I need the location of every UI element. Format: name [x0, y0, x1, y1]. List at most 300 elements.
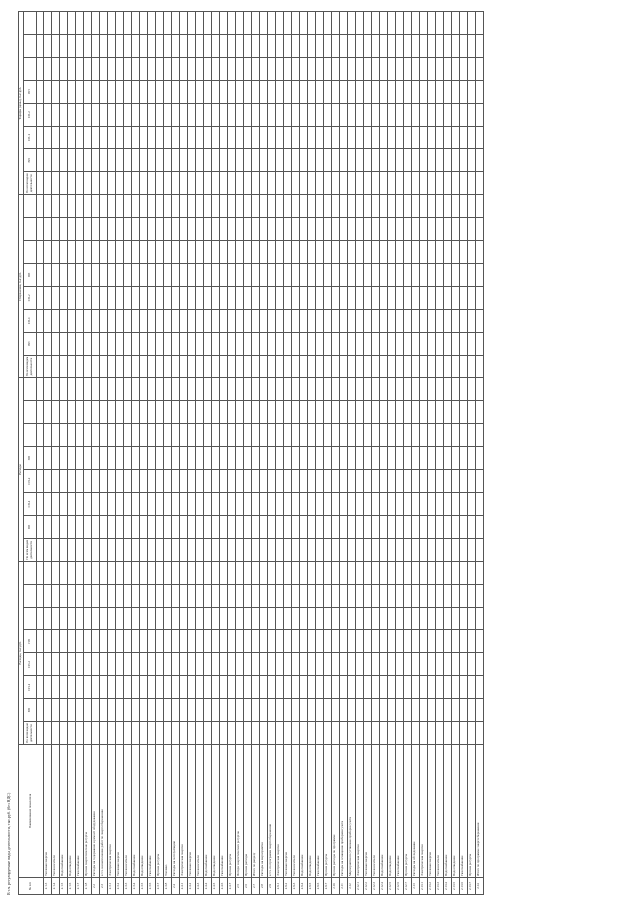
data-cell: [443, 332, 451, 355]
data-cell: [379, 630, 387, 653]
data-cell: [435, 561, 443, 584]
data-cell: [355, 424, 363, 447]
data-cell: [347, 57, 355, 80]
data-cell: [59, 378, 67, 401]
table-row: [283, 12, 291, 895]
data-cell: [163, 218, 171, 241]
data-cell: [435, 241, 443, 264]
data-cell: [243, 80, 251, 103]
data-cell: [203, 470, 211, 493]
data-cell: [75, 584, 83, 607]
data-cell: [227, 57, 235, 80]
data-cell: [171, 493, 179, 516]
data-cell: [419, 653, 427, 676]
data-cell: [427, 218, 435, 241]
data-cell: [235, 309, 243, 332]
data-cell: [323, 103, 331, 126]
data-cell: [267, 57, 275, 80]
data-cell: [315, 126, 323, 149]
data-cell: [403, 286, 411, 309]
data-cell: [307, 149, 315, 172]
header-sub: СН-1: [23, 126, 36, 149]
data-cell: [219, 309, 227, 332]
data-cell: [243, 607, 251, 630]
data-cell: [243, 126, 251, 149]
data-cell: [99, 57, 107, 80]
data-cell: [387, 355, 395, 378]
table-row: [91, 12, 99, 895]
row-number: 2.9.3: [291, 878, 299, 895]
data-cell: [339, 401, 347, 424]
data-cell: [67, 34, 75, 57]
data-cell: [315, 103, 323, 126]
data-cell: [203, 699, 211, 722]
data-cell: [267, 493, 275, 516]
data-cell: [427, 172, 435, 195]
data-cell: [315, 722, 323, 745]
row-number: 2.12: [347, 878, 355, 895]
data-cell: [203, 355, 211, 378]
data-cell: [75, 172, 83, 195]
data-cell: [67, 332, 75, 355]
data-cell: [163, 424, 171, 447]
data-cell: [59, 355, 67, 378]
data-cell: [387, 470, 395, 493]
data-cell: [387, 218, 395, 241]
data-cell: [259, 378, 267, 401]
data-cell: [163, 332, 171, 355]
data-cell: [51, 34, 59, 57]
data-cell: [395, 378, 403, 401]
data-cell: [187, 470, 195, 493]
data-cell: [275, 12, 283, 35]
table-row: [187, 12, 195, 895]
data-cell: [371, 447, 379, 470]
data-cell: [403, 103, 411, 126]
data-cell: [275, 286, 283, 309]
data-cell: [59, 218, 67, 241]
data-cell: [323, 149, 331, 172]
row-number: 2.1.7: [75, 878, 83, 895]
row-number: 2.10: [331, 878, 339, 895]
data-cell: [283, 286, 291, 309]
data-cell: [243, 424, 251, 447]
row-label: Топливо: [163, 745, 171, 878]
table-row: [339, 12, 347, 895]
data-cell: [243, 286, 251, 309]
row-label: Водоотведение: [139, 745, 147, 878]
data-cell: [195, 355, 203, 378]
data-cell: [283, 470, 291, 493]
data-cell: [331, 241, 339, 264]
data-cell: [467, 493, 475, 516]
data-cell: [411, 34, 419, 57]
data-cell: [451, 195, 459, 218]
data-cell: [211, 607, 219, 630]
data-cell: [259, 470, 267, 493]
data-cell: [475, 332, 483, 355]
data-cell: [107, 607, 115, 630]
data-cell: [99, 447, 107, 470]
data-cell: [403, 561, 411, 584]
data-cell: [163, 378, 171, 401]
data-cell: [67, 309, 75, 332]
data-cell: [187, 309, 195, 332]
data-cell: [259, 332, 267, 355]
data-cell: [227, 378, 235, 401]
data-cell: [187, 447, 195, 470]
data-cell: [347, 722, 355, 745]
data-cell: [331, 195, 339, 218]
data-cell: [371, 80, 379, 103]
data-cell: [203, 218, 211, 241]
data-cell: [115, 401, 123, 424]
data-cell: [363, 57, 371, 80]
data-cell: [379, 80, 387, 103]
data-cell: [259, 241, 267, 264]
data-cell: [355, 126, 363, 149]
data-cell: [187, 218, 195, 241]
data-cell: [275, 218, 283, 241]
row-number: 2.9.1: [275, 878, 283, 895]
data-cell: [387, 699, 395, 722]
data-cell: [115, 630, 123, 653]
data-cell: [275, 722, 283, 745]
data-cell: [475, 493, 483, 516]
data-cell: [211, 34, 219, 57]
data-cell: [475, 286, 483, 309]
data-cell: [91, 493, 99, 516]
data-cell: [235, 676, 243, 699]
data-cell: [155, 195, 163, 218]
data-cell: [43, 12, 51, 35]
data-cell: [371, 676, 379, 699]
data-cell: [251, 355, 259, 378]
data-cell: [251, 447, 259, 470]
data-cell: [227, 424, 235, 447]
data-cell: [147, 332, 155, 355]
data-cell: [299, 722, 307, 745]
row-label: Прочие ресурсы: [323, 745, 331, 878]
data-cell: [403, 676, 411, 699]
data-cell: [283, 57, 291, 80]
data-cell: [51, 103, 59, 126]
data-cell: [331, 561, 339, 584]
data-cell: [387, 515, 395, 538]
data-cell: [267, 699, 275, 722]
data-cell: [363, 218, 371, 241]
table-row: [227, 12, 235, 895]
data-cell: [451, 630, 459, 653]
row-label: Теплоносители: [291, 745, 299, 878]
data-cell: [435, 126, 443, 149]
data-cell: [179, 584, 187, 607]
data-cell: [155, 561, 163, 584]
data-cell: [355, 103, 363, 126]
data-cell: [203, 515, 211, 538]
data-cell: [115, 699, 123, 722]
data-cell: [299, 493, 307, 516]
data-cell: [235, 653, 243, 676]
data-cell: [179, 424, 187, 447]
data-cell: [123, 12, 131, 35]
data-cell: [435, 515, 443, 538]
data-cell: [275, 630, 283, 653]
data-cell: [283, 676, 291, 699]
data-cell: [163, 149, 171, 172]
data-cell: [395, 470, 403, 493]
report-table: [18, 11, 484, 895]
table-row: [427, 12, 435, 895]
header-sub: ВН: [23, 332, 36, 355]
data-cell: [411, 57, 419, 80]
data-cell: [339, 561, 347, 584]
data-cell: [51, 218, 59, 241]
data-cell: [355, 561, 363, 584]
header-sub: СН-2: [23, 653, 36, 676]
data-cell: [427, 722, 435, 745]
row-number: 2.12.2: [363, 878, 371, 895]
data-cell: [235, 80, 243, 103]
data-cell: [155, 653, 163, 676]
data-cell: [419, 57, 427, 80]
data-cell: [435, 584, 443, 607]
data-cell: [299, 699, 307, 722]
data-cell: [211, 103, 219, 126]
data-cell: [267, 401, 275, 424]
data-cell: [323, 401, 331, 424]
data-cell: [443, 378, 451, 401]
header-sub: НН: [23, 447, 36, 470]
data-cell: [43, 699, 51, 722]
data-cell: [267, 172, 275, 195]
data-cell: [203, 172, 211, 195]
data-cell: [195, 103, 203, 126]
data-cell: [91, 149, 99, 172]
data-cell: [347, 34, 355, 57]
data-cell: [235, 241, 243, 264]
data-cell: [91, 286, 99, 309]
data-cell: [75, 378, 83, 401]
data-cell: [107, 561, 115, 584]
data-cell: [67, 103, 75, 126]
header-sub: СН-2: [23, 470, 36, 493]
data-cell: [187, 630, 195, 653]
data-cell: [323, 676, 331, 699]
data-cell: [427, 538, 435, 561]
data-cell: [347, 676, 355, 699]
data-cell: [451, 34, 459, 57]
header-sub: СН-2: [23, 286, 36, 309]
data-cell: [203, 332, 211, 355]
data-cell: [283, 80, 291, 103]
data-cell: [187, 355, 195, 378]
data-cell: [147, 447, 155, 470]
data-cell: [83, 34, 91, 57]
data-cell: [235, 172, 243, 195]
data-cell: [251, 103, 259, 126]
data-cell: [435, 401, 443, 424]
data-cell: [419, 241, 427, 264]
data-cell: [291, 676, 299, 699]
data-cell: [147, 630, 155, 653]
data-cell: [331, 401, 339, 424]
data-cell: [419, 103, 427, 126]
data-cell: [283, 103, 291, 126]
data-cell: [323, 263, 331, 286]
data-cell: [195, 561, 203, 584]
table-caption: В т.ч. регулируемые виды деятельности, тыс.руб. (без НДС): [6, 792, 11, 895]
data-cell: [139, 126, 147, 149]
data-cell: [195, 286, 203, 309]
data-cell: [387, 676, 395, 699]
data-cell: [451, 309, 459, 332]
data-cell: [467, 34, 475, 57]
data-cell: [131, 57, 139, 80]
data-cell: [123, 515, 131, 538]
header-sub-2: [36, 286, 43, 309]
data-cell: [315, 195, 323, 218]
table-row: [467, 12, 475, 895]
data-cell: [155, 630, 163, 653]
data-cell: [459, 653, 467, 676]
data-cell: [163, 722, 171, 745]
data-cell: [443, 286, 451, 309]
data-cell: [275, 172, 283, 195]
data-cell: [75, 493, 83, 516]
data-cell: [171, 424, 179, 447]
data-cell: [475, 699, 483, 722]
data-cell: [171, 653, 179, 676]
data-cell: [211, 722, 219, 745]
data-cell: [75, 103, 83, 126]
data-cell: [67, 57, 75, 80]
data-cell: [115, 470, 123, 493]
data-cell: [291, 57, 299, 80]
data-cell: [259, 34, 267, 57]
data-cell: [379, 172, 387, 195]
data-cell: [323, 515, 331, 538]
data-cell: [187, 103, 195, 126]
data-cell: [123, 401, 131, 424]
data-cell: [275, 195, 283, 218]
data-cell: [475, 57, 483, 80]
header-sub: СН-1: [23, 676, 36, 699]
header-sub-2: [36, 172, 43, 195]
data-cell: [147, 218, 155, 241]
data-cell: [363, 447, 371, 470]
table-row: [459, 12, 467, 895]
data-cell: [251, 57, 259, 80]
data-cell: [243, 195, 251, 218]
data-cell: [467, 309, 475, 332]
data-cell: [315, 653, 323, 676]
data-cell: [59, 493, 67, 516]
data-cell: [267, 309, 275, 332]
data-cell: [427, 653, 435, 676]
data-cell: [163, 80, 171, 103]
data-cell: [235, 218, 243, 241]
table-row: [387, 12, 395, 895]
data-cell: [43, 561, 51, 584]
data-cell: [163, 195, 171, 218]
data-cell: [211, 126, 219, 149]
data-cell: [459, 607, 467, 630]
table-row: [299, 12, 307, 895]
data-cell: [403, 470, 411, 493]
data-cell: [403, 195, 411, 218]
data-cell: [395, 126, 403, 149]
data-cell: [387, 584, 395, 607]
data-cell: [331, 607, 339, 630]
data-cell: [363, 172, 371, 195]
data-cell: [307, 561, 315, 584]
data-cell: [155, 286, 163, 309]
data-cell: [123, 470, 131, 493]
data-cell: [203, 493, 211, 516]
data-cell: [171, 607, 179, 630]
row-number: 2.13.2: [427, 878, 435, 895]
data-cell: [139, 378, 147, 401]
data-cell: [283, 34, 291, 57]
data-cell: [139, 172, 147, 195]
data-cell: [275, 607, 283, 630]
data-cell: [163, 676, 171, 699]
header-group-ur: Расходы: [19, 378, 24, 561]
data-cell: [299, 286, 307, 309]
data-cell: [251, 722, 259, 745]
table-row: [123, 12, 131, 895]
data-cell: [83, 699, 91, 722]
data-cell: [395, 699, 403, 722]
data-cell: [387, 57, 395, 80]
data-cell: [403, 218, 411, 241]
row-label: Газоснабжение: [459, 745, 467, 878]
row-number: 2.13.3: [435, 878, 443, 895]
data-cell: [475, 676, 483, 699]
data-cell: [419, 34, 427, 57]
data-cell: [467, 722, 475, 745]
table-row: [443, 12, 451, 895]
data-cell: [235, 332, 243, 355]
table-row: [411, 12, 419, 895]
data-cell: [315, 515, 323, 538]
data-cell: [443, 263, 451, 286]
header-sub: НН: [23, 80, 36, 103]
data-cell: [315, 607, 323, 630]
data-cell: [243, 515, 251, 538]
data-cell: [323, 607, 331, 630]
data-cell: [403, 584, 411, 607]
data-cell: [91, 12, 99, 35]
data-cell: [259, 172, 267, 195]
data-cell: [451, 241, 459, 264]
data-cell: [91, 332, 99, 355]
data-cell: [107, 538, 115, 561]
data-cell: [459, 241, 467, 264]
data-cell: [315, 561, 323, 584]
table-row: [275, 12, 283, 895]
data-cell: [155, 103, 163, 126]
data-cell: [363, 607, 371, 630]
data-cell: [291, 149, 299, 172]
row-label: Электрическая энергия: [419, 745, 427, 878]
header-sub: ВН: [23, 149, 36, 172]
data-cell: [443, 103, 451, 126]
data-cell: [331, 424, 339, 447]
data-cell: [195, 424, 203, 447]
data-cell: [195, 309, 203, 332]
